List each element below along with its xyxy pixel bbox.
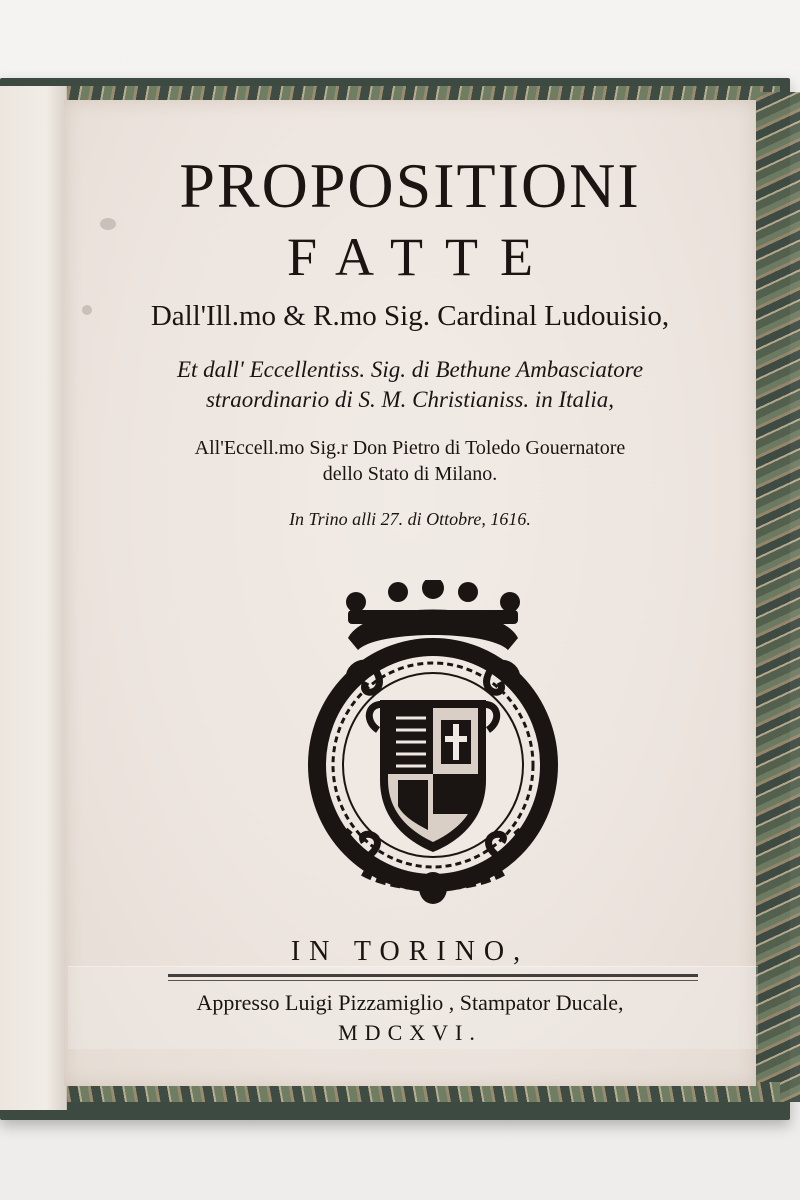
title-line-1: PROPOSITIONI: [179, 150, 641, 221]
date-line: In Trino alli 27. di Ottobre, 1616.: [289, 509, 531, 529]
marbled-edge-right: [756, 92, 800, 1102]
recipient-line-2: dello Stato di Milano.: [322, 463, 498, 485]
ambassador-line-2: straordinario di S. M. Christianiss. in Italia,: [205, 387, 615, 412]
imprint-place: IN TORINO,: [290, 936, 530, 967]
ambassador-line: Et dall' Eccellentiss. Sig. di Bethune Ambasciatore: [176, 357, 644, 382]
left-endpaper: [0, 86, 67, 1110]
title-page: [64, 100, 756, 1086]
coat-of-arms-woodcut: [308, 580, 558, 905]
printer-line: Appresso Luigi Pizzamiglio , Stampator Ducale,: [196, 990, 624, 1015]
cardinal-line: Dall'Ill.mo & R.mo Sig. Cardinal Ludouisio,: [150, 300, 670, 332]
recipient-line: All'Eccell.mo Sig.r Don Pietro di Toledo Gouernatore: [194, 437, 626, 459]
title-line-2: FATTE: [287, 227, 555, 287]
imprint-year: MDCXVI.: [338, 1020, 482, 1045]
paper-stain: [100, 218, 116, 230]
